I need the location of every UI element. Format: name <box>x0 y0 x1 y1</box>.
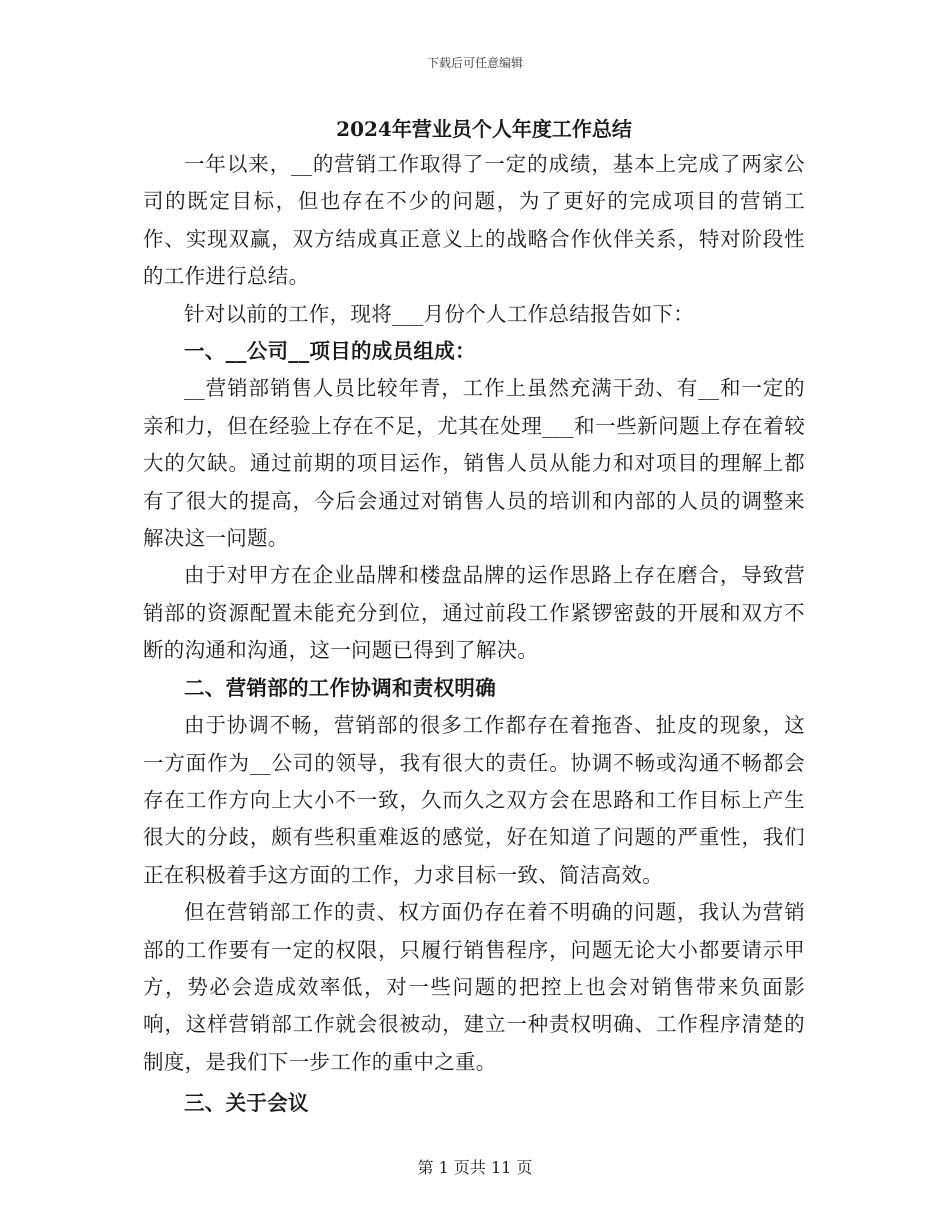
document-title: 2024年营业员个人年度工作总结 <box>336 117 632 141</box>
section-2-paragraph: 但在营销部工作的责、权方面仍存在着不明确的问题，我认为营销部的工作要有一定的权限，只履行销售程序，问题无论大小都要请示甲方，势必会造成效率低，对一些问题的把控上也会对销售带来负面影响，这样营销部工作就会很被动，建立一种责权明确、工作程序清楚的制度，是我们下一步工作的重中之重。 <box>143 900 805 1074</box>
section-1-heading: 一、__公司__项目的成员组成： <box>184 339 476 364</box>
intro-paragraph: 一年以来，__的营销工作取得了一定的成绩，基本上完成了两家公司的既定目标，但也存在不少的问题，为了更好的完成项目的营销工作、实现双赢，双方结成真正意义上的战略合作伙伴关系，特对阶段性的工作进行总结。 <box>143 152 805 289</box>
page-number: 第 1 页共 11 页 <box>417 1158 533 1177</box>
section-2-paragraph: 由于协调不畅，营销部的很多工作都存在着拖沓、扯皮的现象，这一方面作为__公司的领导，我有很大的责任。协调不畅或沟通不畅都会存在工作方向上大小不一致，久而久之双方会在思路和工作目标上产生很大的分歧，颇有些积重难返的感觉，好在知道了问题的严重性，我们正在积极着手这方面的工作，力求目标一致、简洁高效。 <box>143 713 805 887</box>
section-2-heading: 二、营销部的工作协调和责权明确 <box>184 675 496 700</box>
document-body <box>143 112 805 1123</box>
section-3-heading: 三、关于会议 <box>184 1091 309 1116</box>
section-1-paragraph: 由于对甲方在企业品牌和楼盘品牌的运作思路上存在磨合，导致营销部的资源配置未能充分到位，通过前段工作紧锣密鼓的开展和双方不断的沟通和沟通，这一问题已得到了解决。 <box>143 563 805 663</box>
section-1-paragraph: __营销部销售人员比较年青，工作上虽然充满干劲、有__和一定的亲和力，但在经验上存在不足，尤其在处理___和一些新问题上存在着较大的欠缺。通过前期的项目运作，销售人员从能力和对项目的理解上都有了很大的提高，今后会通过对销售人员的培训和内部的人员的调整来解决这一问题。 <box>143 376 805 551</box>
report-lead-paragraph: 针对以前的工作，现将___月份个人工作总结报告如下： <box>184 301 695 326</box>
header-note: 下载后可任意编辑 <box>426 56 523 70</box>
